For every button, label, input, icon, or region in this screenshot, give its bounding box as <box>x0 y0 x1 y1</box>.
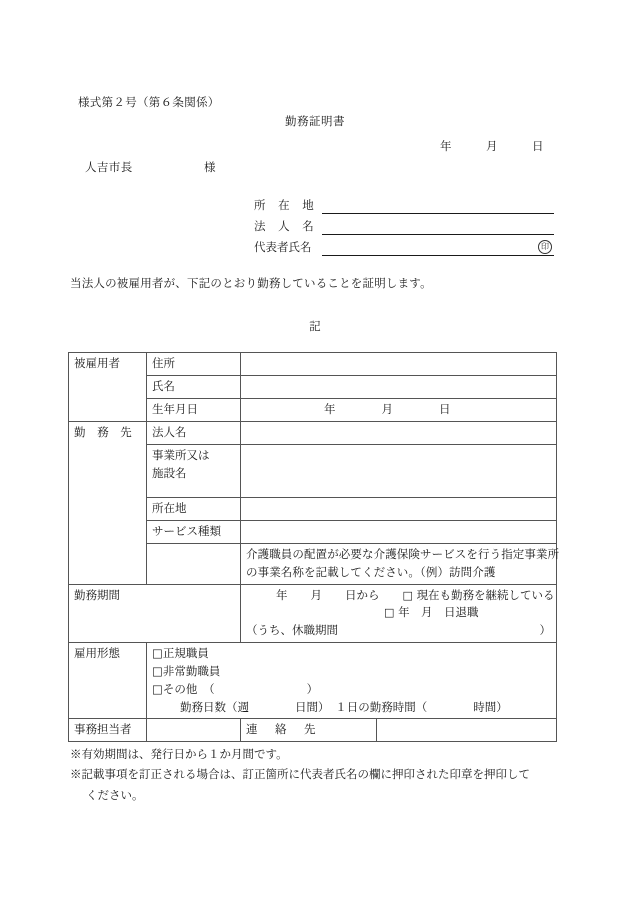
corporation-label: 法 人 名 <box>254 219 319 233</box>
office-location-label: 所在地 <box>147 498 241 521</box>
table-row-address <box>69 353 557 376</box>
signature-block <box>254 194 554 257</box>
footnote-correction-cont: ください。 <box>86 787 144 802</box>
corporation-input-rule[interactable] <box>322 219 554 235</box>
service-type-value[interactable] <box>241 521 557 544</box>
office-name-label-line2: 施設名 <box>152 465 187 480</box>
staff-in-charge-label: 事務担当者 <box>69 719 147 742</box>
name-value[interactable] <box>241 376 557 399</box>
issue-date-line: 年 月 日 <box>440 139 544 153</box>
office-location-value[interactable] <box>241 498 557 521</box>
corporation-name-value[interactable] <box>241 422 557 445</box>
service-description <box>241 544 560 585</box>
office-name-value[interactable] <box>241 445 557 498</box>
footnotes <box>70 744 570 805</box>
checkbox-still-employed[interactable]: □ <box>402 588 413 602</box>
birthdate-label: 生年月日 <box>147 399 241 422</box>
table-row-employment-type <box>69 643 557 719</box>
work-period-label: 勤務期間 <box>69 584 241 642</box>
address-label: 住所 <box>147 353 241 376</box>
signature-row-location <box>254 194 554 214</box>
leave-period-row[interactable] <box>246 622 551 640</box>
service-desc-line1: 介護職員の配置が必要な介護保険サービスを行う指定事業所 <box>246 547 560 561</box>
table-row-corporation <box>69 422 557 445</box>
signature-row-representative <box>254 236 554 256</box>
employment-details-table <box>68 352 560 742</box>
workplace-section-label: 勤 務 先 <box>69 422 147 585</box>
checkbox-parttime-staff[interactable]: □非常勤職員 <box>152 663 221 678</box>
form-number: 様式第２号（第６条関係） <box>78 95 220 109</box>
contact-value[interactable] <box>377 719 557 741</box>
period-from-text: 年 月 日から <box>276 587 380 602</box>
office-name-label <box>147 445 241 498</box>
leave-period-close: ） <box>539 623 551 638</box>
service-type-label: サービス種類 <box>147 521 241 544</box>
footnote-validity: ※有効期間は、発行日から１か月間です。 <box>70 747 288 761</box>
location-input-rule[interactable] <box>322 198 554 214</box>
service-desc-spacer <box>147 544 241 585</box>
contact-label: 連 絡 先 <box>241 719 377 741</box>
checkbox-other-staff[interactable]: □その他 （ ） <box>152 681 319 696</box>
employee-section-label: 被雇用者 <box>69 353 147 422</box>
contact-cell <box>241 719 557 742</box>
employment-type-options <box>147 643 557 719</box>
corporation-name-label: 法人名 <box>147 422 241 445</box>
representative-input-rule[interactable] <box>322 240 554 256</box>
work-period-value <box>241 584 557 642</box>
checkbox-regular-staff[interactable]: □正規職員 <box>152 646 209 661</box>
employment-type-label: 雇用形態 <box>69 643 147 719</box>
location-label: 所 在 地 <box>254 198 319 212</box>
still-employed-label: 現在も勤務を継続している <box>416 587 555 602</box>
document-title: 勤務証明書 <box>285 114 345 128</box>
address-value[interactable] <box>241 353 557 376</box>
table-row-work-period <box>69 584 557 642</box>
office-name-label-line1: 事業所又は <box>152 448 210 462</box>
leave-period-open: （うち、休職期間 <box>246 623 338 638</box>
work-period-fields[interactable] <box>246 587 555 605</box>
birthdate-value[interactable] <box>241 399 557 422</box>
checkbox-retired[interactable]: □ <box>384 606 395 620</box>
name-label: 氏名 <box>147 376 241 399</box>
work-days-hours-fields[interactable]: 勤務日数（週 日間） １日の勤務時間（ 時間） <box>180 699 508 714</box>
table-row-staff-contact <box>69 719 557 742</box>
seal-icon: 印 <box>538 240 552 254</box>
certification-statement: 当法人の被雇用者が、下記のとおり勤務していることを証明します。 <box>70 276 432 290</box>
retired-label: 年 月 日退職 <box>398 605 479 620</box>
service-desc-line2: の事業名称を記載してください。（例）訪問介護 <box>246 564 496 579</box>
representative-label: 代表者氏名 <box>254 240 312 254</box>
signature-row-corporation <box>254 215 554 235</box>
addressee-line: 人吉市長 様 <box>85 160 216 174</box>
footnote-correction: ※記載事項を訂正される場合は、訂正箇所に代表者氏名の欄に押印された印章を押印して <box>70 767 530 782</box>
work-period-retired-row <box>246 604 551 622</box>
ki-marker: 記 <box>309 319 321 333</box>
staff-in-charge-value[interactable] <box>147 719 241 742</box>
birthdate-fields: 年 月 日 <box>324 402 451 416</box>
